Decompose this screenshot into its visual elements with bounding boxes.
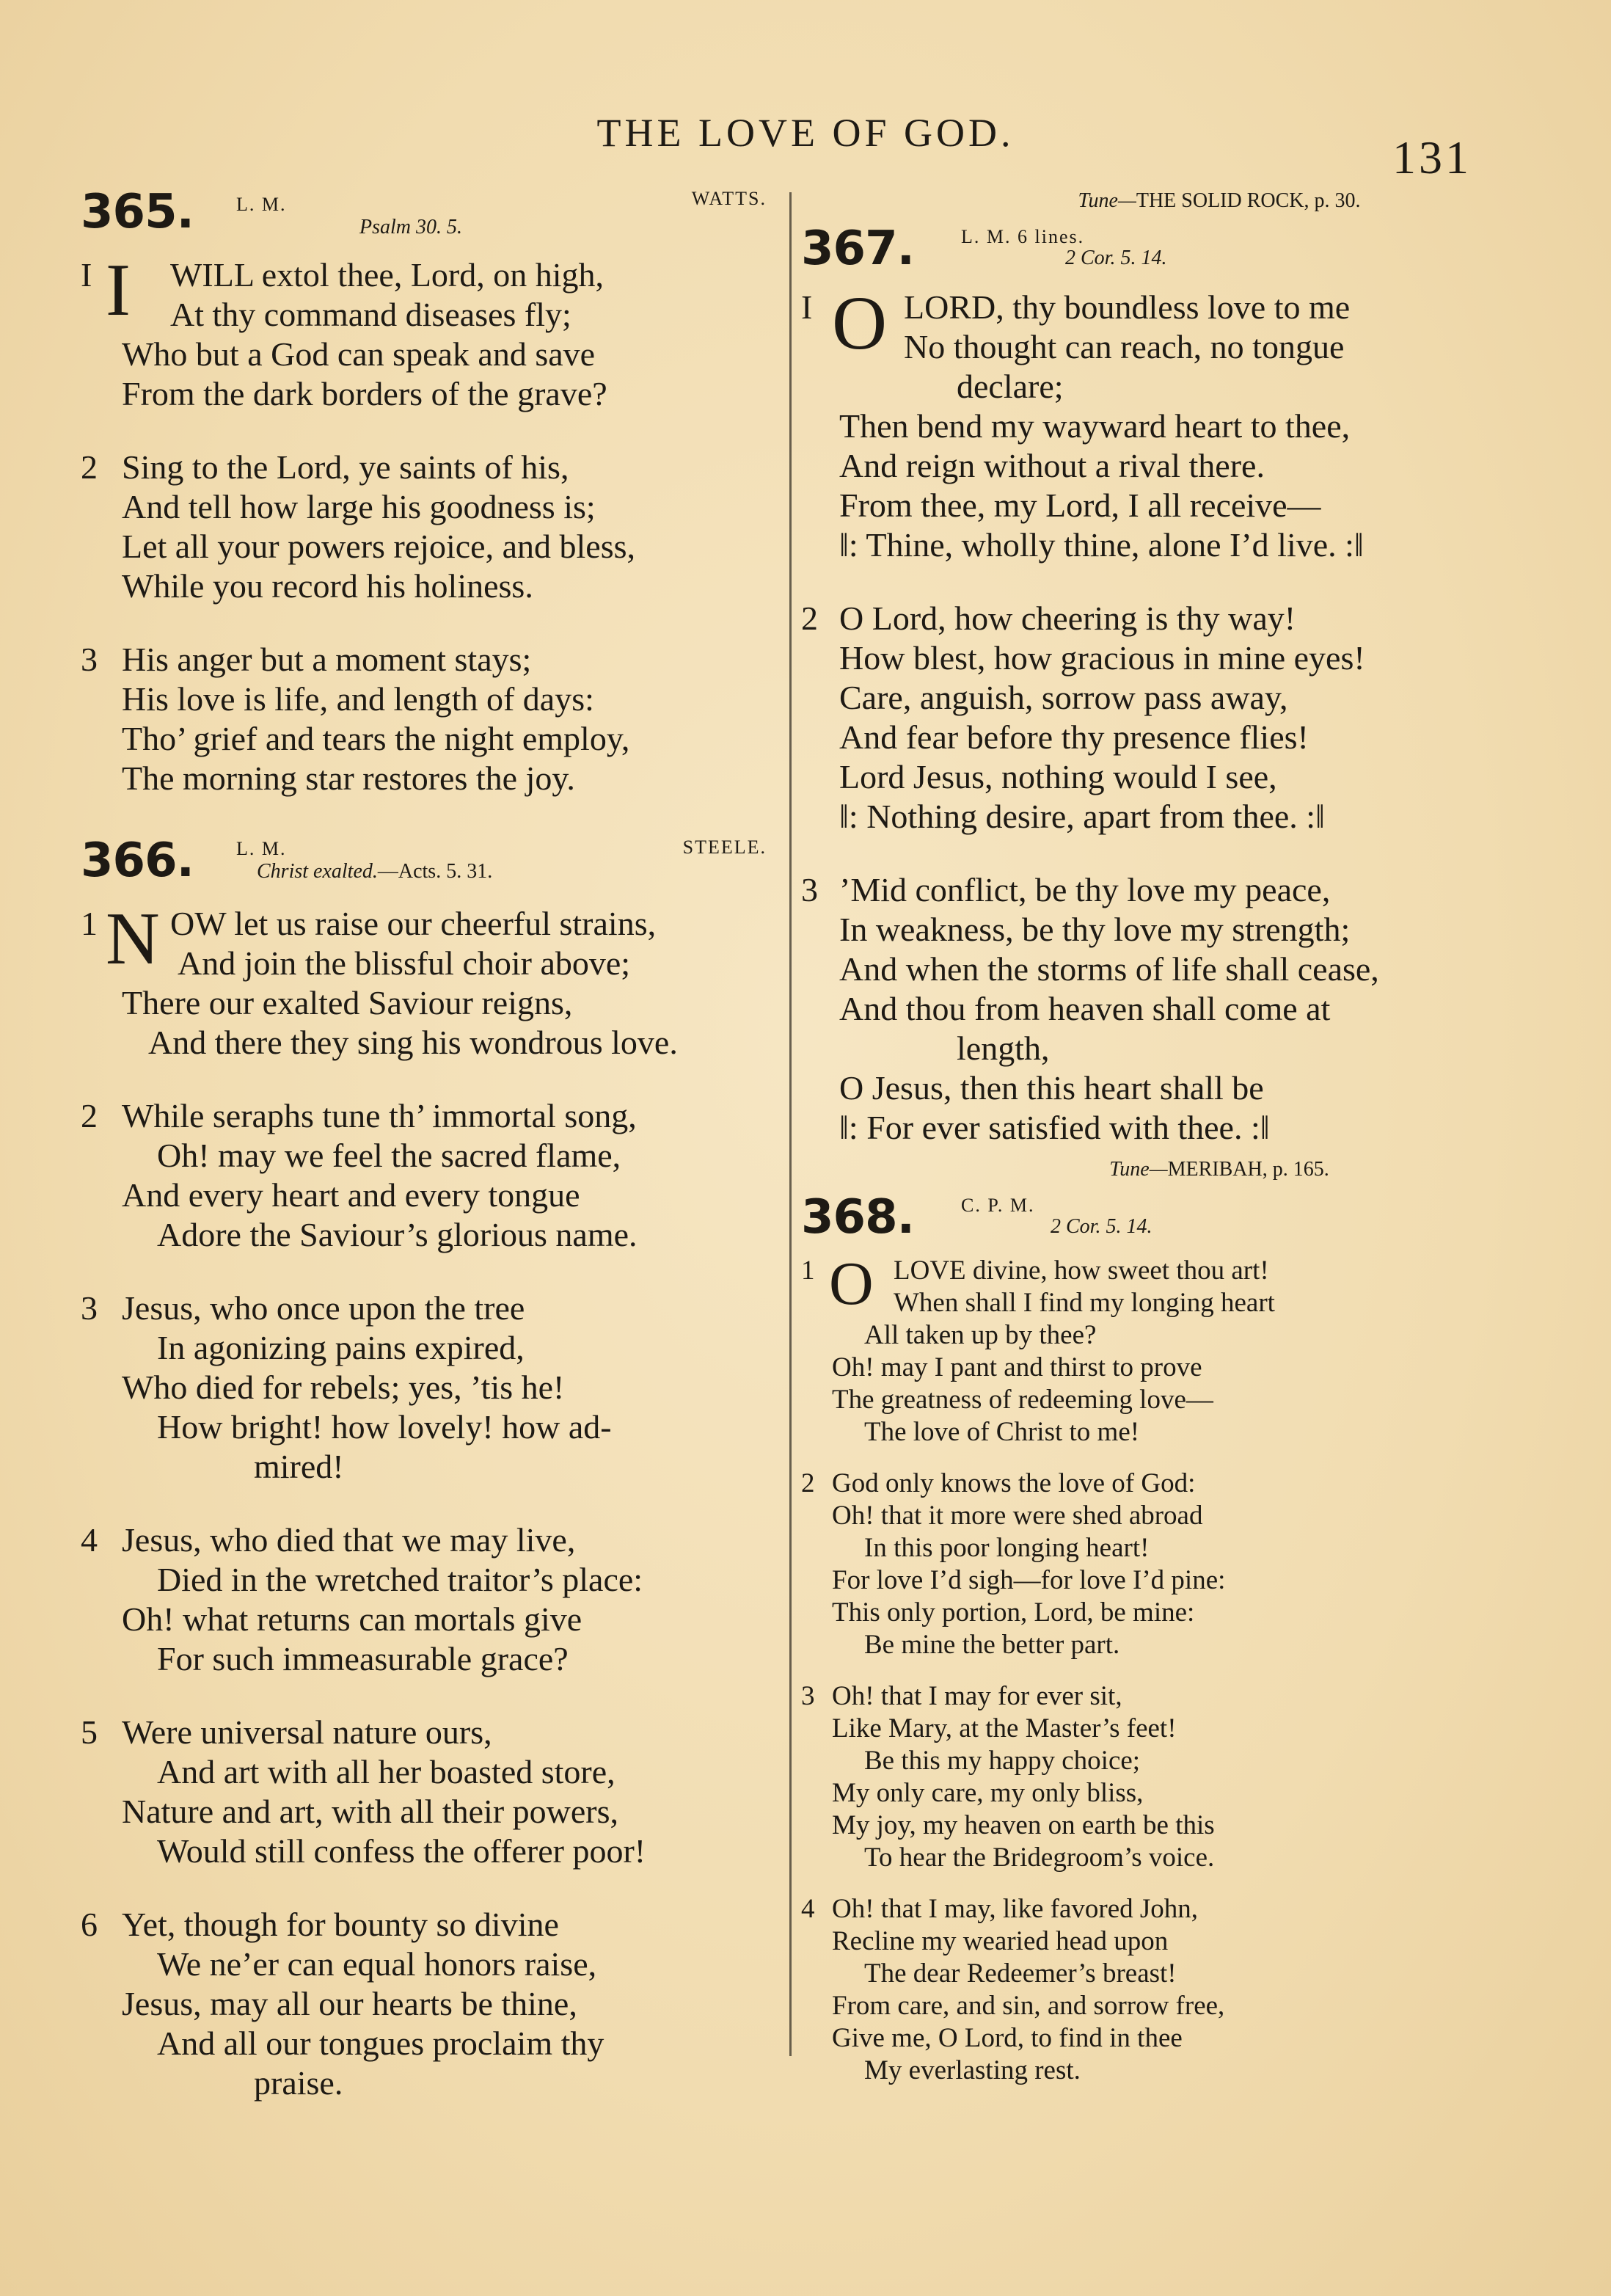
stanza-line: From the dark borders of the grave? <box>122 375 607 412</box>
stanza-line: declare; <box>957 368 1064 405</box>
stanza-line: In this poor longing heart! <box>864 1533 1150 1563</box>
hymn-header <box>801 222 1505 288</box>
stanza-line: And all our tongues proclaim thy <box>157 2025 604 2062</box>
stanza-line: Like Mary, at the Master’s feet! <box>832 1713 1177 1743</box>
stanza-line: LOVE divine, how sweet thou art! <box>894 1255 1269 1286</box>
stanza-number: 2 <box>81 1097 98 1134</box>
stanza-line: My only care, my only bliss, <box>832 1778 1144 1808</box>
stanza-line: All taken up by thee? <box>864 1320 1097 1350</box>
stanza-number: 6 <box>81 1906 98 1943</box>
stanza-line: Lord Jesus, nothing would I see, <box>839 758 1277 795</box>
stanza <box>81 897 767 1063</box>
stanza-number: 4 <box>801 1894 815 1924</box>
hymn-header <box>81 185 767 255</box>
stanza-line: His anger but a moment stays; <box>122 641 532 678</box>
stanza-line: O Jesus, then this heart shall be <box>839 1069 1264 1107</box>
stanza-line: When shall I find my longing heart <box>894 1288 1275 1318</box>
stanza-number: 5 <box>81 1713 98 1751</box>
hymn-number: 365. <box>81 185 194 239</box>
hymn-number: 367. <box>801 222 914 276</box>
stanza <box>81 448 767 606</box>
stanza-line: Died in the wretched traitor’s place: <box>157 1561 643 1598</box>
stanza-number: 1 <box>801 1255 815 1286</box>
stanza-line: At thy command diseases fly; <box>170 296 571 333</box>
stanza-line: Then bend my wayward heart to thee, <box>839 407 1351 445</box>
hymn-367 <box>801 189 1505 1181</box>
stanza-line: To hear the Bridegroom’s voice. <box>864 1843 1215 1873</box>
stanza-line: Care, anguish, sorrow pass away, <box>839 679 1288 716</box>
stanza-number: 2 <box>801 1468 815 1498</box>
stanza-line: From thee, my Lord, I all receive— <box>839 486 1321 524</box>
stanza-line: God only knows the love of God: <box>832 1468 1196 1498</box>
hymn-header <box>801 1190 1505 1255</box>
stanza-line: For such immeasurable grace? <box>157 1640 569 1677</box>
stanza-line: length, <box>957 1029 1050 1067</box>
stanza-line: ‖: For ever satisfied with thee. :‖ <box>839 1109 1270 1146</box>
stanza-line: From care, and sin, and sorrow free, <box>832 1991 1225 2021</box>
stanza-line: Let all your powers rejoice, and bless, <box>122 528 635 565</box>
stanza-line: The greatness of redeeming love— <box>832 1385 1213 1415</box>
stanza-line: The morning star restores the joy. <box>122 759 575 797</box>
stanza-line: How blest, how gracious in mine eyes! <box>839 639 1365 677</box>
stanza-line: The love of Christ to me! <box>864 1417 1140 1447</box>
stanza-line: There our exalted Saviour reigns, <box>122 984 573 1021</box>
stanza <box>81 1713 767 1871</box>
hymn-meter: L. M. <box>236 194 287 215</box>
drop-cap: N <box>106 897 160 980</box>
stanza-line: Would still confess the offerer poor! <box>157 1832 646 1870</box>
stanza-line: My everlasting rest. <box>864 2055 1081 2085</box>
stanza-line: OW let us raise our cheerful strains, <box>170 905 657 942</box>
tune-line <box>801 189 1505 222</box>
drop-cap: O <box>829 1250 874 1318</box>
stanza <box>81 1096 767 1255</box>
stanza <box>81 1905 767 2103</box>
stanza <box>801 1468 1505 1661</box>
stanza-number: 3 <box>81 641 98 678</box>
hymn-365 <box>81 185 767 832</box>
stanza-line: And reign without a rival there. <box>839 447 1265 484</box>
drop-cap: I <box>106 249 131 332</box>
stanza-line: And fear before thy presence flies! <box>839 718 1309 756</box>
stanza <box>81 640 767 798</box>
hymn-meter: L. M. 6 lines. <box>961 226 1085 247</box>
stanza <box>801 281 1505 565</box>
stanza-line: O Lord, how cheering is thy way! <box>839 599 1296 637</box>
hymn-366 <box>81 834 767 2137</box>
reference-verse: —Acts. 5. 31. <box>377 860 493 883</box>
stanza <box>801 1893 1505 2087</box>
hymn-header <box>81 834 767 904</box>
hymn-meter: L. M. <box>236 838 287 859</box>
tune-reference <box>801 189 1571 213</box>
stanza-line: In weakness, be thy love my strength; <box>839 911 1351 948</box>
stanza-line: My joy, my heaven on earth be this <box>832 1810 1215 1840</box>
scripture-reference: 2 Cor. 5. 14. <box>1051 1215 1152 1238</box>
hymn-number: 368. <box>801 1190 914 1244</box>
scripture-reference: 2 Cor. 5. 14. <box>1065 247 1167 269</box>
stanza <box>801 599 1505 837</box>
hymn-number: 366. <box>81 834 194 888</box>
hymn-368 <box>801 1158 1505 2087</box>
drop-cap: O <box>832 281 888 365</box>
stanza <box>801 1250 1505 1448</box>
stanza-line: Who died for rebels; yes, ’tis he! <box>122 1369 565 1406</box>
tune-line <box>801 1158 1505 1190</box>
stanza-line: Jesus, who once upon the tree <box>122 1289 525 1327</box>
stanza-line: And art with all her boasted store, <box>157 1753 615 1790</box>
stanza-line: Yet, though for bounty so divine <box>122 1906 559 1943</box>
scripture-reference: Psalm 30. 5. <box>359 216 462 238</box>
stanza-line: This only portion, Lord, be mine: <box>832 1597 1195 1628</box>
stanza-line: Tho’ grief and tears the night employ, <box>122 720 630 757</box>
stanza-line: Be mine the better part. <box>864 1630 1120 1660</box>
stanza <box>81 1289 767 1487</box>
stanza-number: 3 <box>81 1289 98 1327</box>
page-title: THE LOVE OF GOD. <box>596 111 1015 155</box>
stanza-number: 4 <box>81 1521 98 1559</box>
stanza-line: While seraphs tune th’ immortal song, <box>122 1097 637 1134</box>
stanza-line: Sing to the Lord, ye saints of his, <box>122 448 569 486</box>
stanza-line: For love I’d sigh—for love I’d pine: <box>832 1565 1226 1595</box>
stanza-line: Oh! that it more were shed abroad <box>832 1501 1203 1531</box>
hymn-author: WATTS. <box>691 188 767 209</box>
stanza-line: Be this my happy choice; <box>864 1746 1141 1776</box>
stanza-line: Jesus, who died that we may live, <box>122 1521 576 1559</box>
stanza-line: And tell how large his goodness is; <box>122 488 596 525</box>
tune-name: THE SOLID ROCK, p. 30. <box>1136 189 1361 212</box>
reference-title: Christ exalted. <box>257 860 378 883</box>
stanza-line: No thought can reach, no tongue <box>904 328 1345 365</box>
stanza-line: Oh! what returns can mortals give <box>122 1600 582 1638</box>
stanza-line: In agonizing pains expired, <box>157 1329 525 1366</box>
stanza-line: praise. <box>254 2064 343 2102</box>
stanza-line: His love is life, and length of days: <box>122 680 594 718</box>
stanza-line: We ne’er can equal honors raise, <box>157 1945 597 1983</box>
stanza <box>801 870 1505 1148</box>
stanza-number: 1 <box>81 905 98 942</box>
hymn-author: STEELE. <box>682 837 767 858</box>
tune-reference <box>801 1158 1571 1181</box>
stanza-number: I <box>801 288 813 326</box>
stanza-line: Were universal nature ours, <box>122 1713 492 1751</box>
stanza-line: Adore the Saviour’s glorious name. <box>157 1216 638 1253</box>
column-divider <box>789 192 792 2056</box>
tune-prefix: Tune— <box>1078 189 1136 212</box>
stanza-line: Oh! may I pant and thirst to prove <box>832 1352 1202 1382</box>
stanza-line: Jesus, may all our hearts be thine, <box>122 1985 577 2022</box>
stanza-number: 3 <box>801 871 818 908</box>
stanza-line: How bright! how lovely! how ad- <box>157 1408 612 1446</box>
stanza-line: ‖: Thine, wholly thine, alone I’d live. :‖ <box>839 526 1364 564</box>
page-number: 131 <box>1392 131 1472 183</box>
stanza-line: Nature and art, with all their powers, <box>122 1793 618 1830</box>
scripture-reference <box>257 860 492 883</box>
stanza-number: 2 <box>801 599 818 637</box>
stanza-line: LORD, thy boundless love to me <box>904 288 1351 326</box>
tune-prefix: Tune— <box>1109 1158 1168 1181</box>
stanza-line: And when the storms of life shall cease, <box>839 950 1379 988</box>
stanza <box>81 249 767 414</box>
stanza <box>81 1520 767 1679</box>
stanza-line: While you record his holiness. <box>122 567 533 605</box>
stanza-line: Oh! may we feel the sacred flame, <box>157 1137 621 1174</box>
stanza-number: I <box>81 256 92 294</box>
stanza-line: ‖: Nothing desire, apart from thee. :‖ <box>839 798 1325 835</box>
stanza-line: ’Mid conflict, be thy love my peace, <box>839 871 1331 908</box>
stanza-line: And thou from heaven shall come at <box>839 990 1331 1027</box>
stanza-line: Oh! that I may for ever sit, <box>832 1681 1122 1711</box>
stanza-line: And every heart and every tongue <box>122 1176 580 1214</box>
stanza-line: Who but a God can speak and save <box>122 335 596 373</box>
stanza-line: mired! <box>254 1448 344 1485</box>
hymn-meter: C. P. M. <box>961 1195 1035 1216</box>
stanza-line: And there they sing his wondrous love. <box>148 1024 678 1061</box>
stanza-line: Recline my wearied head upon <box>832 1926 1169 1956</box>
stanza-number: 2 <box>81 448 98 486</box>
stanza-line: Oh! that I may, like favored John, <box>832 1894 1199 1924</box>
stanza <box>801 1680 1505 1874</box>
tune-name: MERIBAH, p. 165. <box>1167 1158 1329 1181</box>
stanza-number: 3 <box>801 1681 815 1711</box>
stanza-line: WILL extol thee, Lord, on high, <box>170 256 604 294</box>
stanza-line: And join the blissful choir above; <box>178 944 631 982</box>
stanza-line: Give me, O Lord, to find in thee <box>832 2023 1183 2053</box>
stanza-line: The dear Redeemer’s breast! <box>864 1958 1177 1989</box>
